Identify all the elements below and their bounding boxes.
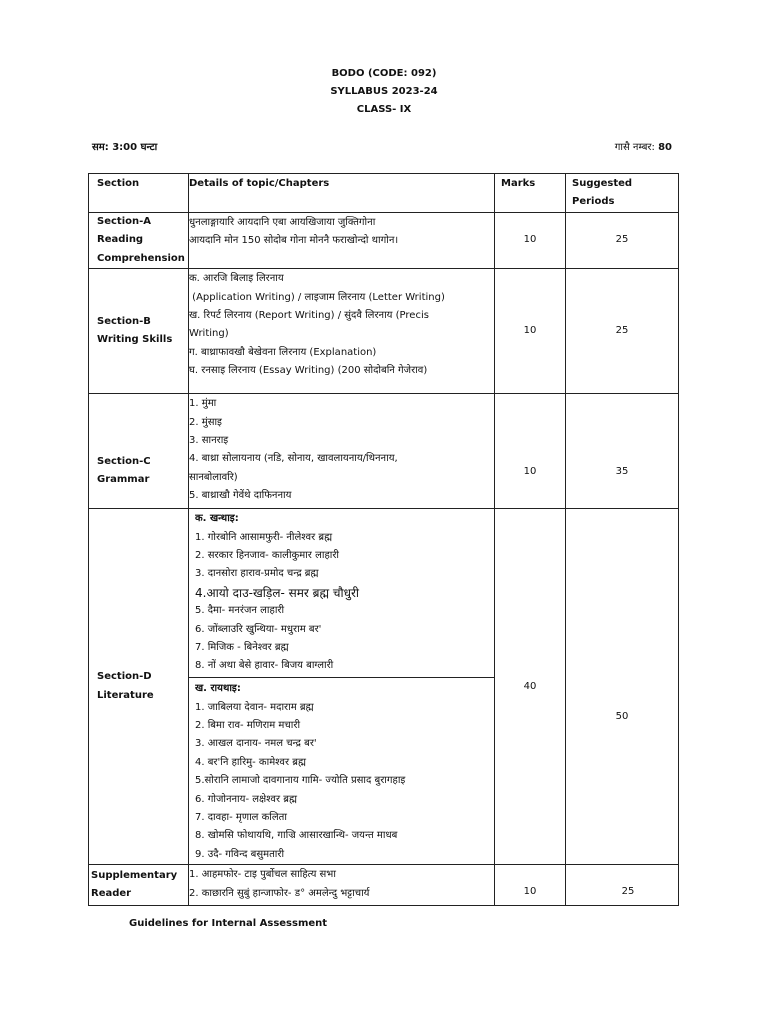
section-d-details	[189, 509, 495, 865]
section-b-periods: 25	[566, 269, 679, 394]
section-line: Reader	[91, 888, 132, 900]
table-row	[89, 269, 679, 394]
section-c-marks: 10	[495, 394, 566, 509]
detail-line: 3. सानराइ	[189, 435, 229, 447]
detail-line: 9. उदै- गविन्द बसुमतारी	[195, 848, 285, 860]
detail-line: 5. दैमा- मनरंजन लाहारी	[195, 605, 285, 617]
syllabus-year: SYLLABUS 2023-24	[330, 86, 438, 97]
detail-line: ख. रिपर्ट लिरनाय (Report Writing) / सुंदवै लिरनाय (Precis	[189, 310, 429, 322]
table-row	[89, 213, 679, 269]
detail-line: 3. दानसोरा हाराव-प्रमोद चन्द्र ब्रह्म	[195, 568, 319, 580]
detail-line: 2. मुंसाइ	[189, 416, 222, 428]
detail-line: Writing)	[189, 328, 229, 340]
detail-line: 4.आयो दाउ-खड़िल- समर ब्रह्म चौधुरी	[195, 585, 360, 600]
detail-line: धुनलाङ्गायारि आयदानि एबा आयखिजाया जुक्तिगोना	[189, 217, 376, 228]
detail-line: 2. बिमा राव- मणिराम मचारी	[195, 720, 301, 732]
detail-line: घ. रनसाइ लिरनाय (Essay Writing) (200 सोदोबनि गेजेराव)	[189, 365, 428, 377]
section-line: Grammar	[97, 474, 150, 486]
max-marks-label: गासै नम्बर:	[614, 142, 655, 153]
detail-line: 3. आखल दानाय- नमल चन्द्र बर'	[195, 738, 317, 750]
detail-line: 4. बर'नि हारिमु- कामेश्वर ब्रह्म	[195, 756, 306, 768]
section-d-marks: 40	[495, 509, 566, 865]
detail-line: ग. बाथ्राफावखौ बेखेवना लिरनाय (Explanation)	[189, 346, 377, 358]
section-b-details	[189, 269, 495, 394]
detail-line: (Application Writing) / लाइजाम लिरनाय (Letter Writing)	[189, 291, 445, 303]
section-line: Literature	[97, 689, 154, 701]
section-b-label	[89, 269, 189, 394]
supplementary-marks: 10	[495, 865, 566, 906]
detail-line: 7. मिजिक - बिनेश्वर ब्रह्म	[195, 642, 289, 654]
detail-line: 5.सोरानि लामाजो दावगानाय गामि- ज्योति प्रसाद बुरागहाइ	[195, 775, 406, 787]
syllabus-table	[88, 173, 679, 906]
prose-block	[189, 509, 494, 678]
poetry-title: ख. रायथाइ:	[195, 683, 241, 695]
detail-line: 1. आहमफोर- टाइ पुर्बोचल साहित्य सभा	[189, 869, 336, 881]
detail-line: 2. काछारनि सुबुं हान्जाफोर- ड° अमलेन्दु भट्टाचार्य	[189, 887, 370, 899]
max-marks-value: 80	[658, 142, 672, 153]
section-d-periods: 50	[566, 509, 679, 865]
section-c-label	[89, 394, 189, 509]
section-line: Section-B	[97, 315, 151, 327]
section-line: Section-A	[97, 216, 151, 227]
table-row	[89, 509, 679, 865]
supplementary-details	[189, 865, 495, 906]
detail-line: 4. बाथ्रा सोलायनाय (नडि, सोनाय, खावलायनाय/थिननाय,	[189, 453, 398, 465]
section-line: Reading	[97, 234, 144, 246]
detail-line: 2. सरकार हिनजाव- कालीकुमार लाहारी	[195, 550, 340, 562]
supplementary-label	[89, 865, 189, 906]
detail-line: 7. दावहा- मृणाल कलिता	[195, 812, 287, 824]
section-line: Supplementary	[91, 869, 178, 881]
header-periods: Suggested Periods	[566, 174, 679, 213]
detail-line: 1. गोरबोनि आसामफुरी- नीलेश्वर ब्रह्म	[195, 531, 333, 543]
detail-line: 1. जाबिलया देवान- मदाराम ब्रह्म	[195, 701, 314, 713]
table-row	[89, 394, 679, 509]
detail-line: क. आरजि बिलाइ लिरनाय	[189, 273, 284, 285]
table-header-row	[89, 174, 679, 213]
class-title: CLASS- IX	[356, 104, 412, 115]
header-marks: Marks	[495, 174, 566, 213]
detail-line: 8. खोमसि फोथायथि, गाज्रि आसारखान्थि- जयन्त माधब	[195, 830, 398, 842]
detail-line: 6. जोंब्लाउरि खुन्थिया- मधुराम बर'	[195, 623, 322, 635]
section-d-label	[89, 509, 189, 865]
section-line: Writing Skills	[97, 334, 173, 346]
section-line: Section-C	[97, 455, 151, 467]
supplementary-periods: 25	[566, 865, 679, 906]
section-a-periods: 25	[566, 213, 679, 269]
table-row	[89, 865, 679, 906]
detail-line: 8. नों अथा बेसे हावार- बिजय बाग्लारी	[195, 660, 334, 672]
section-c-details	[189, 394, 495, 509]
detail-line: आयदानि मोन 150 सोदोब गोना मोननै फराखोन्दो थागोन।	[189, 235, 399, 247]
time-allowed: सम: 3:00 घन्टा	[92, 142, 158, 153]
prose-title: क. खन्थाइ:	[195, 513, 239, 525]
section-line: Comprehension	[97, 252, 185, 264]
detail-line: 6. गोजोननाय- लक्षेश्वर ब्रह्म	[195, 793, 297, 805]
poetry-block	[189, 678, 494, 864]
guidelines-heading: Guidelines for Internal Assessment	[129, 918, 328, 929]
max-marks	[615, 139, 672, 153]
syllabus-subject-code: BODO (CODE: 092)	[331, 68, 437, 79]
section-b-marks: 10	[495, 269, 566, 394]
section-a-label	[89, 213, 189, 269]
section-a-details	[189, 213, 495, 269]
detail-line: 5. बाथ्राखौ गेवेंथे दाफिननाय	[189, 490, 292, 502]
section-a-marks: 10	[495, 213, 566, 269]
detail-line: सानबोलावरि)	[189, 471, 238, 483]
section-c-periods: 35	[566, 394, 679, 509]
detail-line: 1. मुंमा	[189, 398, 217, 410]
header-details: Details of topic/Chapters	[189, 174, 495, 213]
header-section: Section	[89, 174, 189, 213]
section-line: Section-D	[97, 671, 152, 683]
